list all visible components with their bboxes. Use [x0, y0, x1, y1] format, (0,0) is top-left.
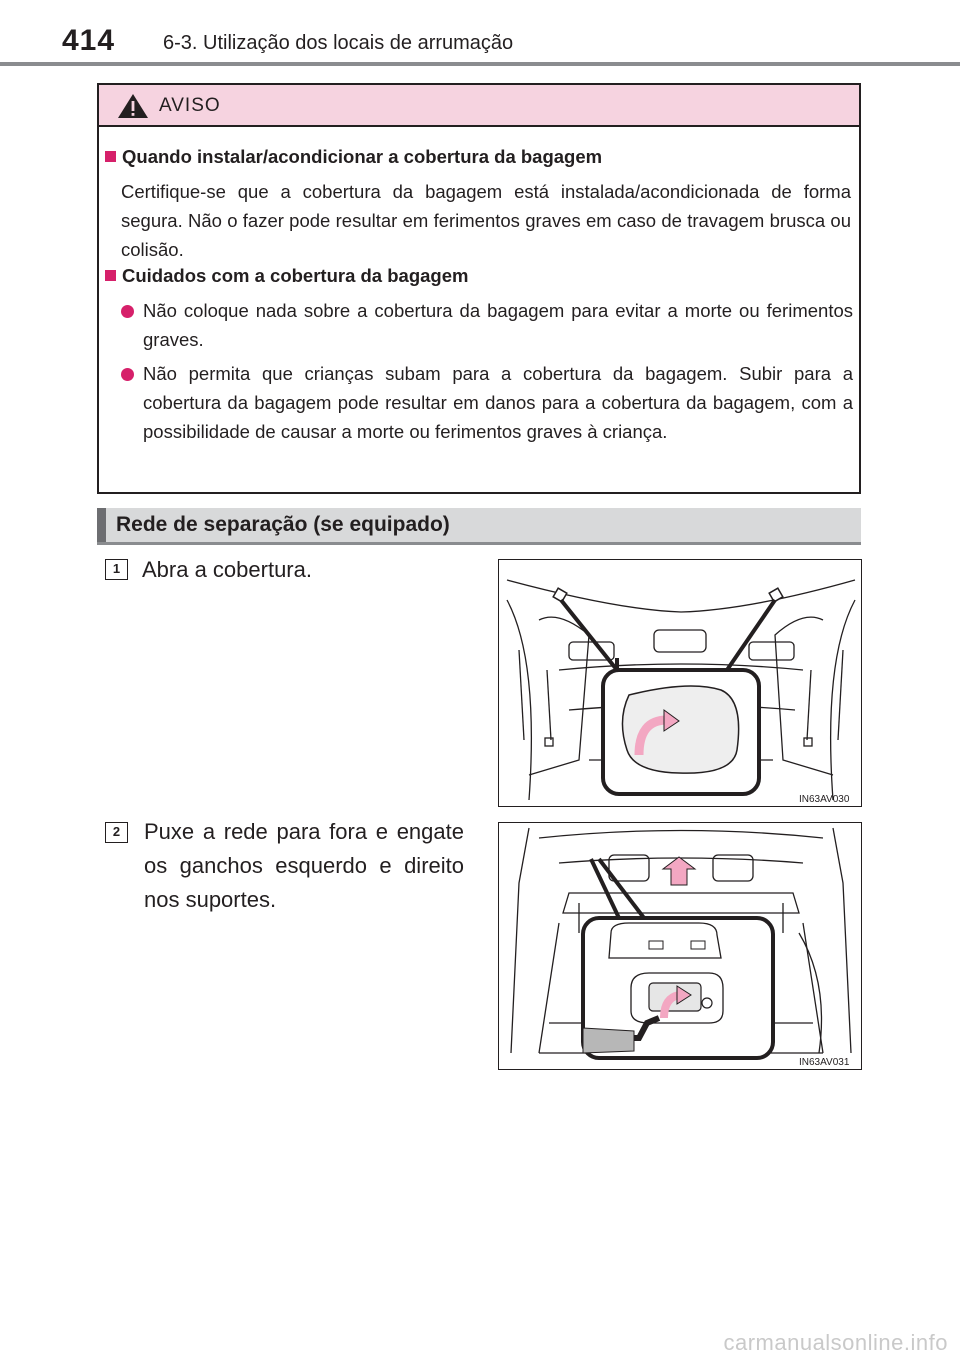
warning-box	[97, 83, 861, 494]
figure-open-cover	[498, 559, 862, 807]
warning-bullet-2: Não permita que crianças subam para a cobertura da bagagem. Subir para a cobertura da bagagem pode resultar em danos para a cobertura da bagagem, com a possibilidade de causar a morte ou ferimentos graves à criança.	[143, 363, 853, 442]
warning-header	[99, 85, 859, 127]
warning-bullet-1: Não coloque nada sobre a cobertura da bagagem para evitar a morte ou ferimentos graves.	[143, 300, 853, 350]
warning-paragraph-1: Certifique-se que a cobertura da bagagem está instalada/acondicionada de forma segura. Não o fazer pode resultar em ferimentos graves em caso de travagem brusca ou colisão.	[121, 181, 851, 260]
warning-subheading-1: Quando instalar/acondicionar a cobertura da bagagem	[105, 146, 602, 168]
section-heading-bar	[97, 508, 861, 545]
figure-code-1: IN63AV030	[799, 794, 850, 805]
square-bullet-icon	[105, 270, 116, 281]
square-bullet-icon	[105, 151, 116, 162]
section-title: 6-3. Utilização dos locais de arrumação	[163, 32, 514, 54]
figure-code-2: IN63AV031	[799, 1057, 850, 1068]
step-2-text: Puxe a rede para fora e engate os ganchos esquerdo e direito nos suportes.	[144, 819, 464, 912]
warning-subheading-2: Cuidados com a cobertura da bagagem	[105, 265, 468, 287]
step-1-badge: 1	[105, 559, 128, 580]
cargo-area-illustration	[499, 823, 862, 1070]
section-heading-accent	[97, 508, 106, 542]
warning-label: AVISO	[159, 95, 221, 116]
step-2-badge: 2	[105, 822, 128, 843]
page-number: 414	[62, 24, 116, 57]
round-bullet-icon	[121, 305, 134, 318]
step-1-text: Abra a cobertura.	[142, 557, 312, 582]
header-rule	[0, 62, 960, 66]
round-bullet-icon	[121, 368, 134, 381]
watermark: carmanualsonline.info	[723, 1330, 948, 1355]
warning-triangle-icon	[117, 93, 149, 119]
rear-seat-illustration	[499, 560, 862, 807]
figure-engage-hooks	[498, 822, 862, 1070]
section-heading: Rede de separação (se equipado)	[116, 513, 450, 536]
